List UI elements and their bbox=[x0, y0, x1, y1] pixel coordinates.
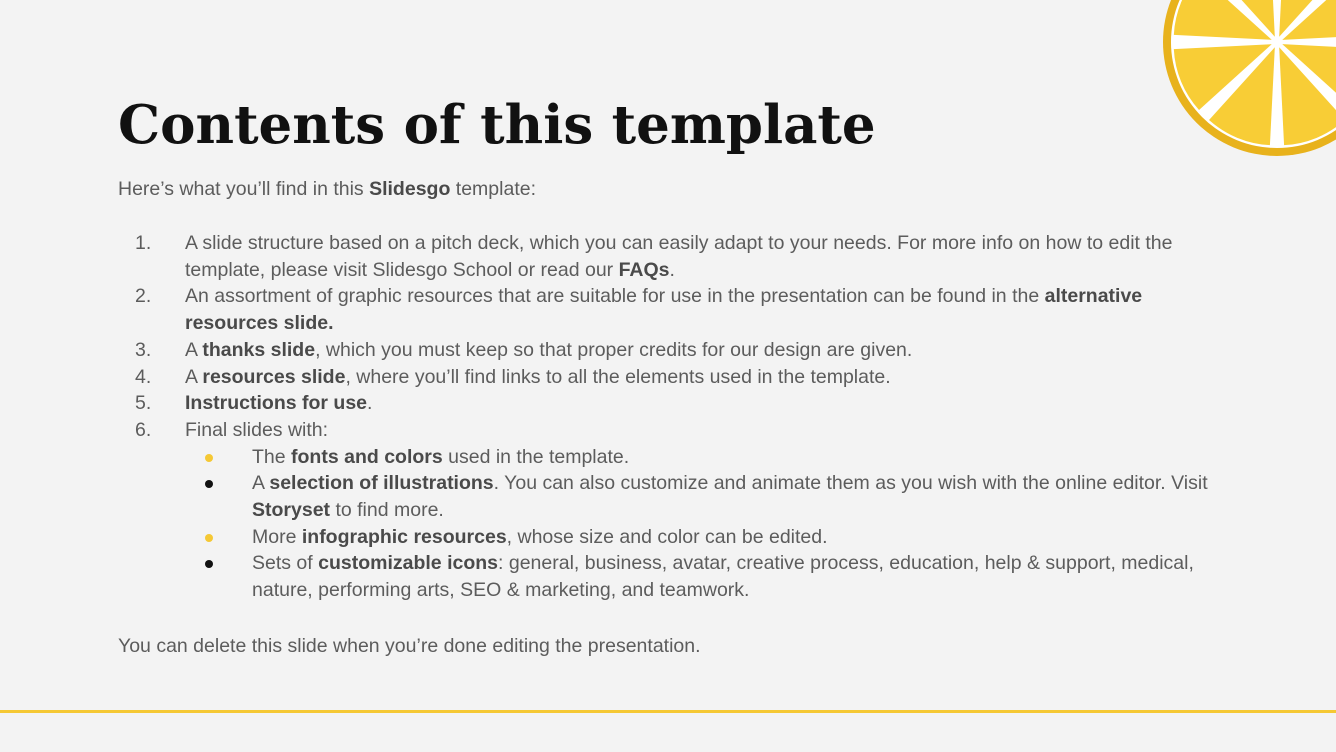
item-number: 3. bbox=[135, 338, 152, 361]
sub-list-item bbox=[118, 524, 1208, 551]
sub-list-item bbox=[118, 550, 1208, 603]
bullet-dot-icon bbox=[205, 534, 213, 542]
subitem-text-mid: : general, business, avatar, creative process, education, help & support, medical, nature, performing arts, SEO & marketing, and teamwork. bbox=[252, 552, 1194, 602]
list-item bbox=[118, 417, 1208, 444]
subitem-bold: fonts and colors bbox=[291, 445, 443, 468]
item-number: 5. bbox=[135, 392, 152, 415]
subitem-text: Sets of bbox=[252, 552, 319, 575]
lemon-slice-icon bbox=[1163, 0, 1336, 156]
subitem-bold: infographic resources bbox=[301, 525, 507, 548]
subitem-text-mid: , whose size and color can be edited. bbox=[506, 525, 828, 548]
item-bold: FAQs bbox=[618, 258, 670, 281]
item-bold: resources slide bbox=[202, 365, 346, 388]
item-text-end: . bbox=[367, 392, 373, 415]
item-number: 1. bbox=[135, 232, 152, 254]
list-item bbox=[118, 390, 1208, 417]
item-bold: Instructions for use bbox=[185, 392, 368, 415]
item-number: 6. bbox=[135, 418, 152, 441]
intro-text bbox=[118, 176, 536, 203]
subitem-text: A bbox=[252, 472, 270, 495]
item-number: 4. bbox=[135, 365, 152, 388]
bullet-dot-icon bbox=[205, 560, 213, 568]
bottom-divider bbox=[0, 710, 1336, 713]
subitem-bold: customizable icons bbox=[318, 552, 499, 575]
sub-list-item bbox=[118, 470, 1208, 523]
item-text: A bbox=[185, 365, 203, 388]
intro-prefix: Here’s what you’ll find in this bbox=[118, 178, 370, 200]
intro-suffix: template: bbox=[450, 178, 537, 200]
subitem-text-mid: used in the template. bbox=[442, 445, 630, 468]
list-item bbox=[118, 283, 1208, 336]
final-slides-sublist bbox=[118, 444, 1208, 604]
item-bold: alternative resources slide. bbox=[185, 285, 1143, 335]
contents-list bbox=[118, 230, 1208, 604]
subitem-text: More bbox=[252, 525, 302, 548]
item-text-end: . bbox=[669, 258, 675, 281]
item-text: A slide structure based on a pitch deck, which you can easily adapt to your needs. For more info on how to edit the template, please visit Slidesgo School or read our bbox=[185, 232, 1173, 281]
item-text: A bbox=[185, 338, 203, 361]
sub-list-item bbox=[118, 444, 1208, 471]
outro-text: You can delete this slide when you’re done editing the presentation. bbox=[118, 635, 701, 657]
bullet-dot-icon bbox=[205, 480, 213, 488]
intro-brand: Slidesgo bbox=[369, 178, 451, 200]
list-item bbox=[118, 230, 1208, 283]
list-item bbox=[118, 364, 1208, 391]
subitem-text-mid: . You can also customize and animate them as you wish with the online editor. Visit bbox=[493, 472, 1208, 495]
item-text: Final slides with: bbox=[185, 418, 329, 441]
item-bold: thanks slide bbox=[202, 338, 316, 361]
list-item bbox=[118, 337, 1208, 364]
bullet-dot-icon bbox=[205, 454, 213, 462]
item-text-end: , where you’ll find links to all the elements used in the template. bbox=[345, 365, 891, 388]
subitem-bold: selection of illustrations bbox=[269, 472, 494, 495]
item-text: An assortment of graphic resources that are suitable for use in the presentation can be found in the bbox=[185, 285, 1045, 308]
page-title: Contents of this template bbox=[118, 94, 876, 156]
subitem-bold-2: Storyset bbox=[252, 499, 331, 522]
item-number: 2. bbox=[135, 285, 152, 308]
subitem-text-end: to find more. bbox=[330, 499, 444, 522]
item-text-end: , which you must keep so that proper credits for our design are given. bbox=[315, 338, 913, 361]
subitem-text: The bbox=[252, 445, 292, 468]
